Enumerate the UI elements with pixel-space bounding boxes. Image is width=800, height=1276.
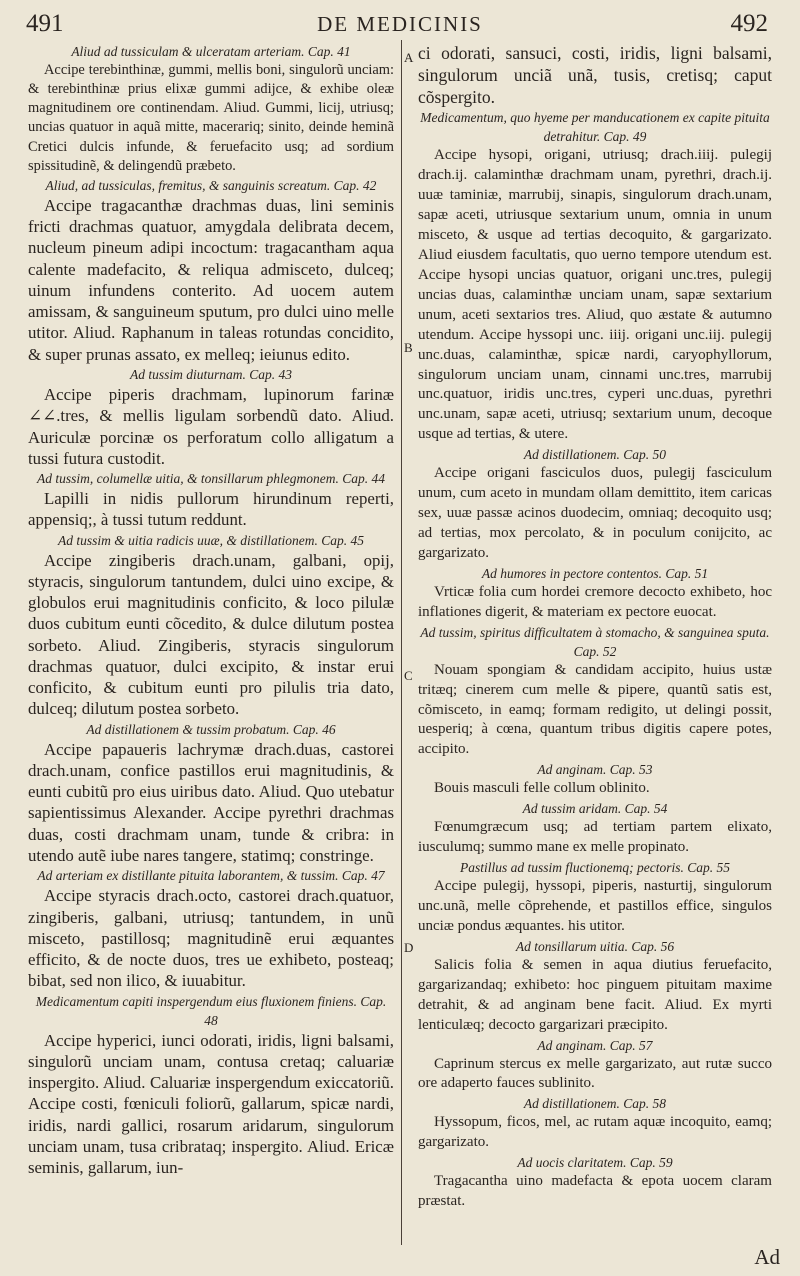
chapter-text: Hyssopum, ficos, mel, ac rutam aquæ incoquito, eamq; gargarizato.: [418, 1114, 772, 1151]
chapter-text: Caprinum stercus ex melle gargarizato, aut rutæ succo ore adaperto fauces sublinito.: [418, 1055, 772, 1092]
chapter-heading: Ad distillationem & tussim probatum. Cap. 46: [86, 721, 336, 737]
chapter-heading: Ad tussim & uitia radicis uuæ, & distillationem. Cap. 45: [57, 532, 365, 548]
chapter-text: Salicis folia & semen in aqua diutius feruefacito, gargarizandaq; exhibeto: hoc pinguem pituitam maxime detrahit, & ad anginam bene facit. Aliud. Ex myrti lenticulæq; decocto gargarizari præcipito.: [418, 956, 772, 1033]
chapter-heading: Ad anginam. Cap. 57: [537, 1037, 653, 1053]
chapter-heading: Medicamentum capiti inspergendum eius fluxionem finiens. Cap. 48: [35, 993, 387, 1028]
chapter-text: Accipe pulegij, hyssopi, piperis, nasturtij, singulorum unc.unã, melle cõprehende, et pastillos effice, singulos unciæ pondus æquantes. his utitor.: [418, 878, 772, 934]
chapter-text: Accipe styracis drach.octo, castorei drach.quatuor, zingiberis, galbani, utriusq; tantundem, in unũ misceto, pastillosq; magnitudinẽ erui æquantes efficito, & de nocte duos, tres ue exhibeto, posteaq; bibat, sed non ilico, & iuuabitur.: [28, 886, 394, 991]
chapter-text: Tragacantha uino madefacta & epota uocem claram præstat.: [418, 1173, 772, 1210]
chapter-text: Accipe hyperici, iunci odorati, iridis, ligni balsami, singulorũ unciam unam, contusa cretaq; caluariæ inspergito. Aliud. Caluariæ inspergendum exiccatoriũ. Accipe costi, fœniculi foliorũ, gallarum, spicæ nardi, iridis, nardi gallici, rosarum aridarum, singulorum unciam unam, tusa cribrataq; inspergito. Aliud. Ericæ seminis, gallarum, iun-: [28, 1030, 394, 1178]
chapter-text: Accipe papaueris lachrymæ drach.duas, castorei drach.unam, confice pastillos erui magnitudinis, & eunti cubitũ pro eius uiribus dato. Aliud. Quo utebatur sapientissimus Alexander. Accipe pyrethri drachmas duas, costi drachmam unam, tunde & cribra: in utendo autẽ iube nares tangere, statimq; constringe.: [28, 739, 394, 866]
chapter-heading: Ad distillationem. Cap. 58: [523, 1096, 667, 1112]
side-mark-a: A: [404, 50, 414, 65]
chapter-text: Vrticæ folia cum hordei cremore decocto exhibeto, hoc inflationes digerit, & materiam ex pectore euocat.: [418, 583, 772, 620]
chapter-text: Bouis masculi felle collum oblinito.: [434, 780, 650, 797]
chapter-text: ci odorati, sansuci, costi, iridis, ligni balsami, singulorum unciã unã, tusis, cretisq; caput cõspergito.: [418, 43, 772, 108]
chapter-heading: Ad tussim aridam. Cap. 54: [522, 801, 668, 817]
side-mark-b: B: [404, 340, 413, 355]
chapter-heading: Pastillus ad tussim fluctionemq; pectoris. Cap. 55: [460, 860, 730, 876]
chapter-heading: Aliud ad tussiculam & ulceratam arteriam. Cap. 41: [71, 44, 351, 59]
chapter-heading: Ad tonsillarum uitia. Cap. 56: [515, 938, 675, 954]
chapter-text: Accipe origani fasciculos duos, pulegij fasciculum unum, cum aceto in mundam ollam demittito, item caricas sex, uuæ passæ acinos duodecim, omniaq; decoquito usq; ad tertias, mox percolato, & in poculum conijcito, ac gargarizato.: [418, 465, 772, 561]
chapter-heading: Ad tussim diuturnam. Cap. 43: [129, 366, 292, 382]
chapter-text: Fœnumgræcum usq; ad tertiam partem elixato, iusculumq; summo mane ex melle propinato.: [418, 819, 772, 856]
chapter-text: Accipe terebinthinæ, gummi, mellis boni, singulorũ unciam: & terebinthinæ prius elixæ gummi adijce, & exhibe oleæ magnitudinem ore continendam. Aliud. Gummi, licij, utriusq; uncias quatuor in aquã mitte, macerariq; sinito, deinde heminã Cretici dulcis infunde, & feruefacito usq; ad sordium spissitudinẽ, & delingendũ præbeto.: [28, 62, 394, 174]
chapter-heading: Ad arteriam ex distillante pituita laborantem, & tussim. Cap. 47: [37, 868, 385, 884]
chapter-heading: Ad tussim, columellæ uitia, & tonsillarum phlegmonem. Cap. 44: [37, 471, 385, 487]
chapter-text: Accipe tragacanthæ drachmas duas, lini seminis fricti drachmas quatuor, amygdala delibrata decem, nucleum pineum adipi incoctum: tragacantham aqua calente madefacito, & reliqua admisceto, dulceq; uinum infundens conterito. Ad uocem autem amissam, & sanguineum sputum, pro dulci uino melle utitor. Aliud. Raphanum in taleas rotundas concidito, & super prunas assato, ex melleq; ieiunus edito.: [28, 195, 394, 364]
chapter-text: Lapilli in nidis pullorum hirundinum reperti, appensiq;, à tussi tutum reddunt.: [28, 489, 394, 530]
chapter-text: Accipe hysopi, origani, utriusq; drach.iiij. pulegij drach.ij. calaminthæ drachmam unam, pyrethri, drach.ij. uuæ taminiæ, marrubij, sinapis, singulorum drach.unam, sapæ aceti, utriusque sextarium unum, omnia in unum misceto, & usque ad tertias decoquito, & gargarizato. Aliud eiusdem facultatis, quo uerno tempore utendum est. Accipe hysopi uncias quatuor, origani unc.tres, pulegij uncias duas, calaminthæ unciam unam, sapæ sextarium unum, aceti sextarios tres. Aliud, quo æstate & autumno utendum. Accipe hyssopi unc. iiij. origani unc.iij. pulegij unc.duas, calaminthæ, spicæ nardi, caryophyllorum, singulorum unciam unam, cinnami unc.tres, marrubij unc.quatuor, iridis unc.tres, cyperi unc.duas, pyrethri unc.unam, sapæ aceti, utriusq; sextarium unum, decoque usque ad tertias, & utere.: [418, 147, 772, 443]
chapter-heading: Ad distillationem. Cap. 50: [523, 447, 667, 463]
chapter-text: Accipe zingiberis drach.unam, galbani, opij, styracis, singulorum tantundem, dulci uino excipe, & globulos erui magnitudinis conficito, & loco pilulæ duos cubitum eunti cõcedito, & dulce dilutum postea sorbeto. Aliud. Zingiberis, styracis singulorum drachmas quatuor, dulci excipito, & instar erui conficito, & cubitum eunti pro pilulis tria dato, dulceq; dilutum postea sorbeto.: [28, 550, 394, 719]
chapter-heading: Ad tussim, spiritus difficultatem à stomacho, & sanguinea sputa. Cap. 52: [420, 624, 770, 659]
column-divider: [401, 40, 402, 1245]
chapter-heading: Aliud, ad tussiculas, fremitus, & sanguinis screatum. Cap. 42: [45, 177, 377, 193]
chapter-heading: Medicamentum, quo hyeme per manducationem ex capite pituita detrahitur. Cap. 49: [420, 110, 770, 145]
page-number-left: 491: [26, 10, 64, 37]
right-column: [418, 42, 772, 1212]
chapter-text: Accipe piperis drachmam, lupinorum farinæ ∠∠.tres, & mellis ligulam sorbendũ dato. Aliud. Auriculæ porcinæ os perforatum collo alligatum a tussi futura custodit.: [28, 384, 394, 468]
running-header: [0, 10, 800, 44]
catchword: Ad: [754, 1245, 780, 1269]
side-mark-d: D: [404, 940, 414, 955]
chapter-heading: Ad uocis claritatem. Cap. 59: [517, 1155, 673, 1171]
chapter-text: Nouam spongiam & candidam accipito, huius ustæ tritæq; cinerem cum melle & pipere, quantũ satis est, cõmisceto, in eamq; formam redigito, ut delingi possit, uesperiq; à cœna, quantum tribus digitis capere potes, accipito.: [418, 661, 772, 758]
side-mark-c: C: [404, 668, 413, 683]
page-number-right: 492: [730, 10, 768, 37]
left-column: [28, 42, 394, 1178]
chapter-heading: Ad humores in pectore contentos. Cap. 51: [481, 565, 709, 581]
chapter-heading: Ad anginam. Cap. 53: [537, 762, 653, 778]
running-title: DE MEDICINIS: [317, 12, 483, 36]
